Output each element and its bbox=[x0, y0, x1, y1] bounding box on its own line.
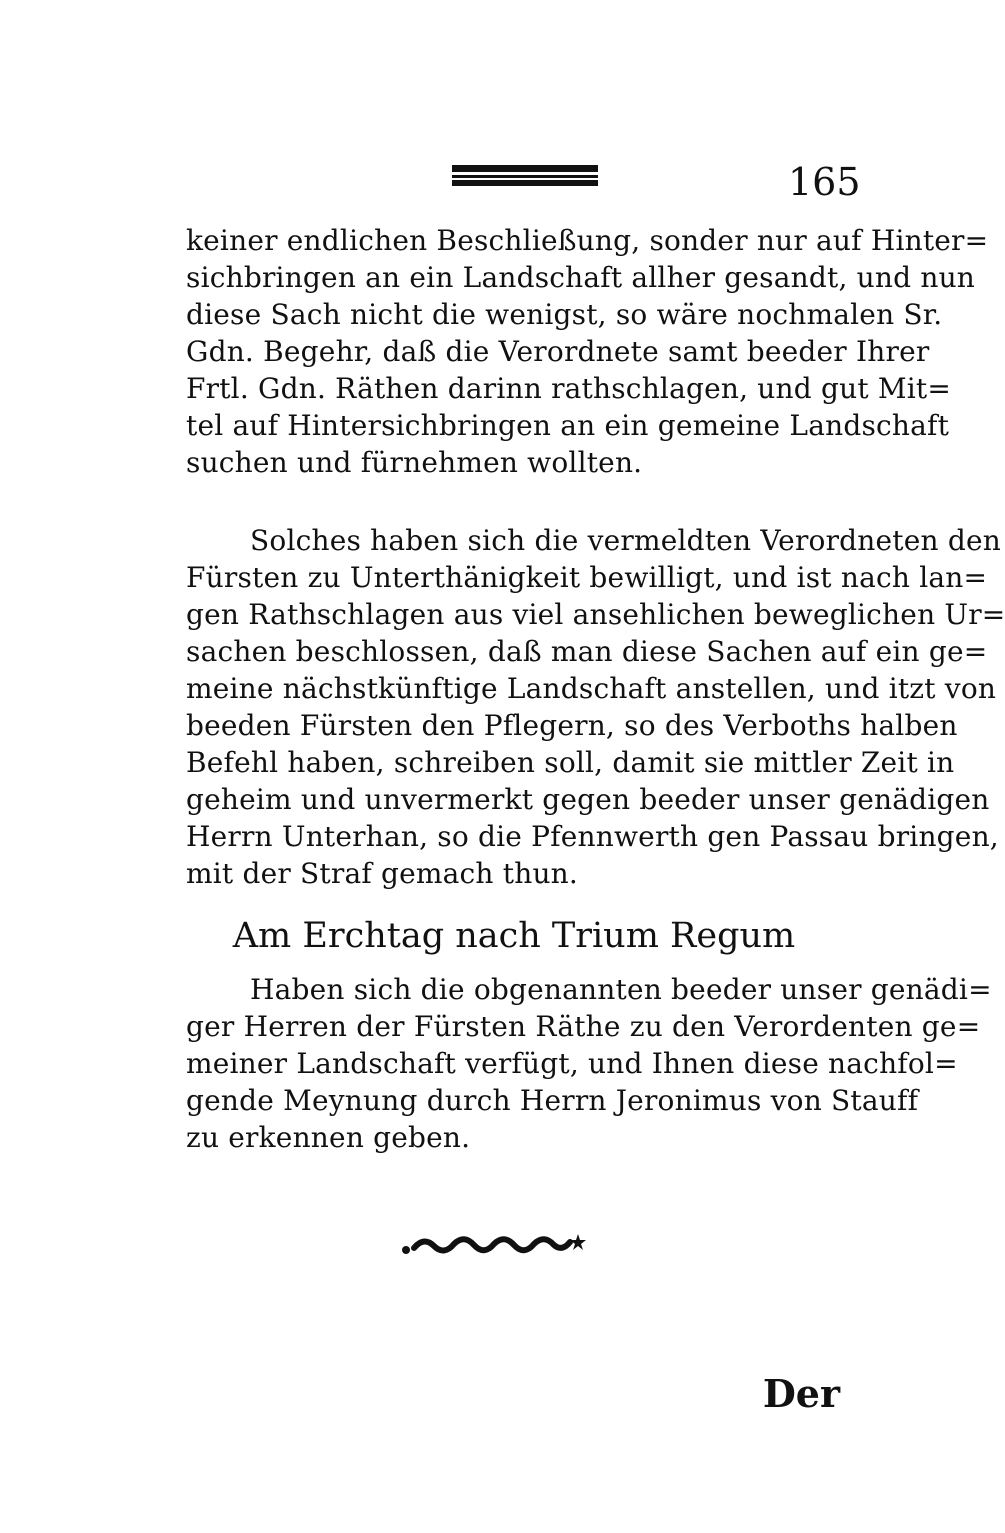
wavy-ornament-icon bbox=[390, 1226, 592, 1264]
text-line: geheim und unvermerkt gegen beeder unser genädigen bbox=[186, 783, 990, 816]
text-line: meiner Landschaft verfügt, und Ihnen diese nachfol= bbox=[186, 1047, 958, 1080]
text-line: gen Rathschlagen aus viel ansehlichen beweglichen Ur= bbox=[186, 598, 1005, 631]
text-line: zu erkennen geben. bbox=[186, 1121, 471, 1154]
text-line: gende Meynung durch Herrn Jeronimus von Stauff bbox=[186, 1084, 919, 1117]
text-line: beeden Fürsten den Pflegern, so des Verboths halben bbox=[186, 709, 958, 742]
text-line: meine nächstkünftige Landschaft anstellen, und itzt von bbox=[186, 672, 997, 705]
text-line: Fürsten zu Unterthänigkeit bewilligt, und ist nach lan= bbox=[186, 561, 988, 594]
text-line: Herrn Unterhan, so die Pfennwerth gen Passau bringen, bbox=[186, 820, 999, 853]
paragraph-1 bbox=[186, 222, 989, 481]
text-line: Befehl haben, schreiben soll, damit sie mittler Zeit in bbox=[186, 746, 955, 779]
paragraph-2 bbox=[186, 522, 1005, 892]
text-line: ger Herren der Fürsten Räthe zu den Verordenten ge= bbox=[186, 1010, 981, 1043]
text-line: mit der Straf gemach thun. bbox=[186, 857, 579, 890]
text-line: sichbringen an ein Landschaft allher gesandt, und nun bbox=[186, 261, 976, 294]
text-line: Solches haben sich die vermeldten Verordneten den bbox=[250, 524, 1001, 557]
text-line: Haben sich die obgenannten beeder unser genädi= bbox=[250, 973, 992, 1006]
header-rule bbox=[452, 165, 598, 187]
text-line: Gdn. Begehr, daß die Verordnete samt beeder Ihrer bbox=[186, 335, 930, 368]
page-number: 165 bbox=[788, 160, 861, 204]
text-line: sachen beschlossen, daß man diese Sachen auf ein ge= bbox=[186, 635, 988, 668]
text-line: tel auf Hintersichbringen an ein gemeine Landschaft bbox=[186, 409, 950, 442]
text-line: Frtl. Gdn. Räthen darinn rathschlagen, und gut Mit= bbox=[186, 372, 952, 405]
paragraph-3 bbox=[186, 971, 992, 1156]
text-line: keiner endlichen Beschließung, sonder nur auf Hinter= bbox=[186, 224, 989, 257]
catchword: Der bbox=[762, 1371, 840, 1416]
section-heading: Am Erchtag nach Trium Regum bbox=[232, 916, 796, 956]
text-line: suchen und fürnehmen wollten. bbox=[186, 446, 643, 479]
text-line: diese Sach nicht die wenigst, so wäre nochmalen Sr. bbox=[186, 298, 943, 331]
